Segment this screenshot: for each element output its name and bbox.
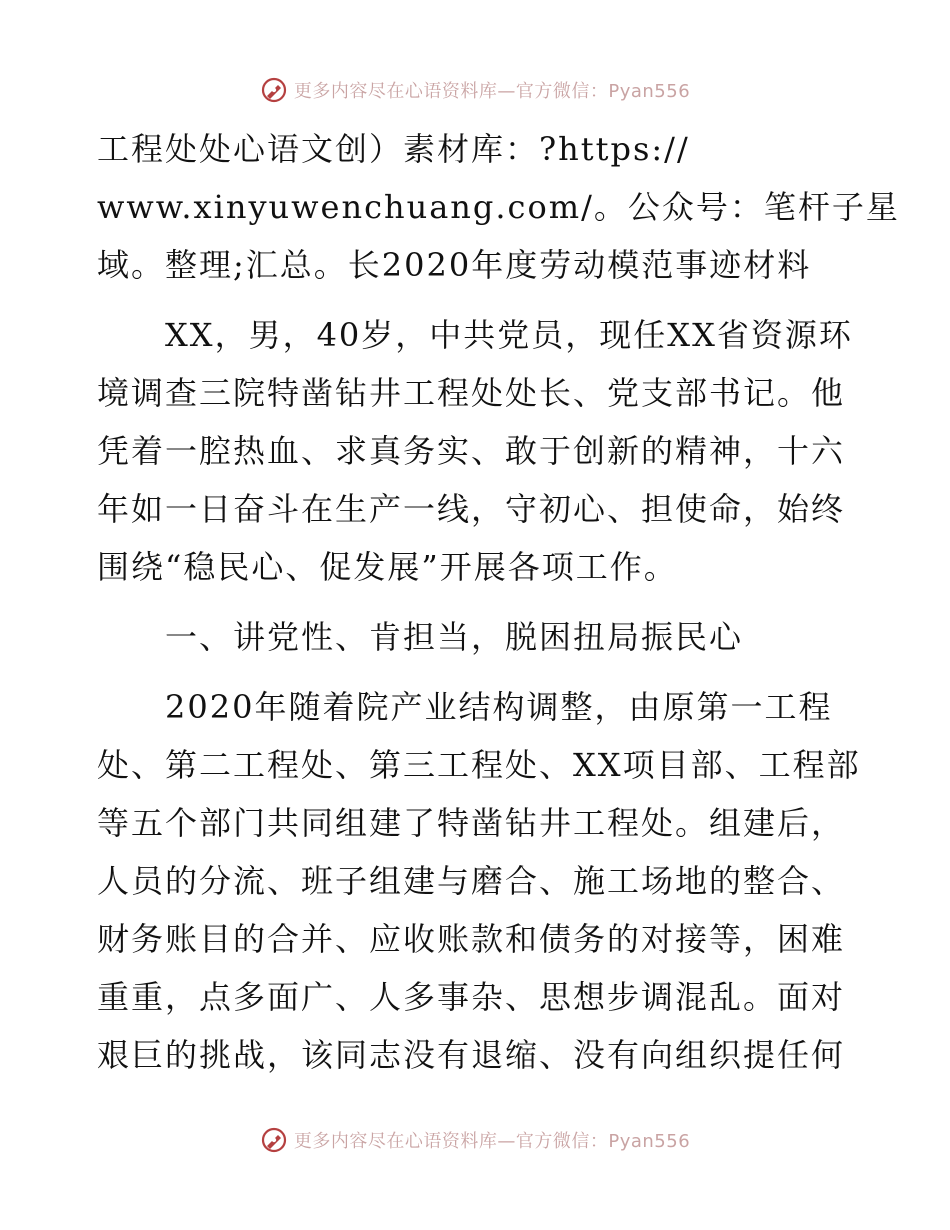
body-line-p2-7: 艰巨的挑战，该同志没有退缩、没有向组织提任何 — [97, 1036, 846, 1074]
body-line-p2-5: 财务账目的合并、应收账款和债务的对接等，困难 — [97, 920, 846, 958]
body-line-intro-1: 工程处处心语文创）素材库：?https:// — [97, 130, 690, 168]
body-line-p2-1: 2020年随着院产业结构调整，由原第一工程 — [97, 688, 833, 726]
body-line-p1-1: XX，男，40岁，中共党员，现任XX省资源环 — [97, 316, 853, 354]
body-line-p2-3: 等五个部门共同组建了特凿钻井工程处。组建后， — [97, 804, 846, 842]
section-heading: 一、讲党性、肯担当，脱困扭局振民心 — [97, 618, 744, 656]
body-line-intro-2: www.xinyuwenchuang.com/。公众号：笔杆子星 — [97, 188, 900, 226]
body-line-title: 域。整理;汇总。长2020年度劳动模范事迹材料 — [97, 246, 812, 284]
body-line-p2-4: 人员的分流、班子组建与磨合、施工场地的整合、 — [97, 862, 846, 900]
body-line-p2-6: 重重，点多面广、人多事杂、思想步调混乱。面对 — [97, 978, 846, 1016]
document-body — [97, 120, 900, 1084]
body-line-p1-2: 境调查三院特凿钻井工程处处长、党支部书记。他 — [97, 374, 846, 412]
body-line-p1-4: 年如一日奋斗在生产一线，守初心、担使命，始终 — [97, 490, 846, 528]
body-line-p1-5: 围绕“稳民心、促发展”开展各项工作。 — [97, 548, 678, 586]
header-watermark — [0, 72, 950, 108]
body-line-p1-3: 凭着一腔热血、求真务实、敢于创新的精神，十六 — [97, 432, 846, 470]
pen-logo-icon — [260, 76, 288, 104]
pen-logo-icon — [260, 1126, 288, 1154]
body-line-p2-2: 处、第二工程处、第三工程处、XX项目部、工程部 — [97, 746, 861, 784]
watermark-text: 更多内容尽在心语资料库—官方微信：Pyan556 — [293, 1131, 691, 1152]
watermark-text: 更多内容尽在心语资料库—官方微信：Pyan556 — [293, 81, 691, 102]
footer-watermark — [0, 1122, 950, 1158]
